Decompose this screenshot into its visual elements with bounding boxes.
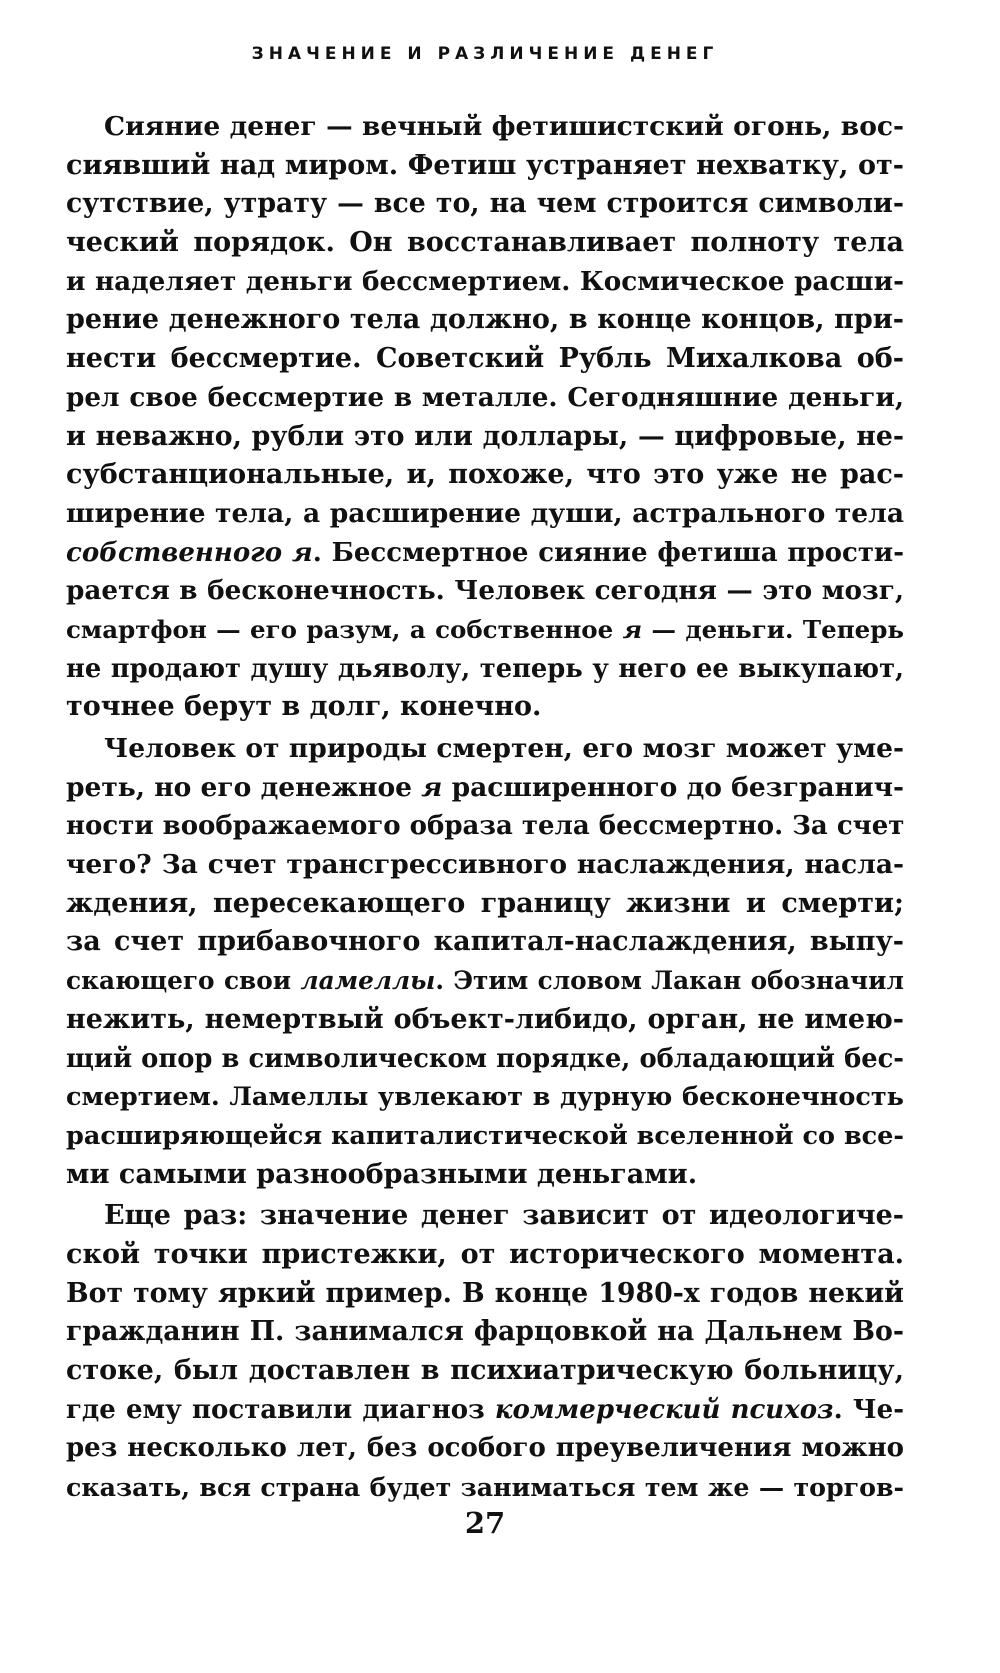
text-line: где ему поставили диагноз коммерческий психоз. Че- — [66, 1394, 904, 1425]
text-line: ческий порядок. Он восстанавливает полноту тела — [66, 227, 904, 259]
text-line: расширяющейся капиталистической вселенной со все- — [66, 1120, 904, 1151]
text-line: скающего свои ламеллы. Этим словом Лакан обозначил — [66, 966, 904, 996]
text-line: нести бессмертие. Советский Рубль Михалкова об- — [66, 343, 904, 375]
text-line: сутствие, утрату — все то, на чем строится символи- — [66, 188, 904, 220]
text-line: рается в бесконечность. Человек сегодня — это мозг, — [66, 575, 904, 607]
italic-term: ламеллы — [300, 966, 436, 996]
text-line: смертием. Ламеллы увлекают в дурную бесконечность — [66, 1082, 904, 1113]
text-line: гражданин П. занимался фарцовкой на Дальнем Во- — [66, 1316, 904, 1348]
text-line: чего? За счет трансгрессивного наслаждения, насла- — [66, 849, 904, 881]
text-line: сказать, вся страна будет заниматься тем же — торгов- — [66, 1472, 904, 1503]
text-line: Еще раз: значение денег зависит от идеологиче- — [104, 1200, 904, 1232]
text-line: Человек от природы смертен, его мозг может уме- — [104, 733, 904, 764]
italic-term: я — [622, 614, 643, 644]
italic-term: коммерческий психоз — [494, 1394, 834, 1425]
text-line: щий опор в символическом порядке, обладающий бес- — [66, 1043, 904, 1074]
paragraph — [66, 730, 904, 1194]
text-line: ширение тела, а расширение души, астрального тела — [66, 497, 904, 529]
text-line: точнее берут в долг, конечно. — [66, 691, 542, 723]
text-line: нежить, немертвый объект-либидо, орган, не имею- — [66, 1003, 904, 1035]
text-line: ской точки пристежки, от исторического момента. — [66, 1238, 904, 1270]
text-line: реть, но его денежное я расширенного до безгранич- — [66, 771, 904, 803]
text-line: рение денежного тела должно, в конце концов, при- — [66, 304, 904, 336]
text-line: сиявший над миром. Фетиш устраняет нехватку, от- — [66, 149, 904, 181]
text-line: ждения, пересекающего границу жизни и смерти; — [66, 887, 904, 919]
text-line: ми самыми разнообразными деньгами. — [66, 1158, 698, 1190]
text-line: и неважно, рубли это или доллары, — цифровые, не- — [66, 420, 904, 452]
text-line: не продают душу дьяволу, теперь у него ее выкупают, — [66, 653, 904, 684]
body-text — [66, 108, 904, 1507]
paragraph — [66, 108, 904, 727]
text-line: субстанциональные, и, похоже, что это уже не рас- — [66, 459, 904, 491]
page-number: 27 — [464, 1506, 506, 1540]
text-line: рел свое бессмертие в металле. Сегодняшние деньги, — [66, 381, 904, 413]
text-line: рез несколько лет, без особого преувеличения можно — [66, 1433, 904, 1464]
italic-term: я — [421, 771, 443, 803]
text-line: ности воображаемого образа тела бессмертно. За счет — [66, 811, 904, 842]
book-page — [66, 0, 904, 1673]
text-line: стоке, был доставлен в психиатрическую больницу, — [66, 1355, 904, 1386]
italic-term: собственного я — [66, 537, 313, 568]
text-line: смартфон — его разум, а собственное я — деньги. Теперь — [66, 614, 904, 644]
running-head: ЗНАЧЕНИЕ И РАЗЛИЧЕНИЕ ДЕНЕГ — [251, 44, 719, 64]
text-line: за счет прибавочного капитал-наслаждения, выпу- — [66, 926, 904, 958]
text-line: и наделяет деньги бессмертием. Космическое расши- — [66, 265, 904, 297]
text-line: Вот тому яркий пример. В конце 1980-х годов некий — [66, 1277, 904, 1309]
paragraph — [66, 1197, 904, 1507]
text-line: собственного я. Бессмертное сияние фетиша прости- — [66, 537, 904, 568]
text-line: Сияние денег — вечный фетишистский огонь, вос- — [104, 111, 904, 142]
